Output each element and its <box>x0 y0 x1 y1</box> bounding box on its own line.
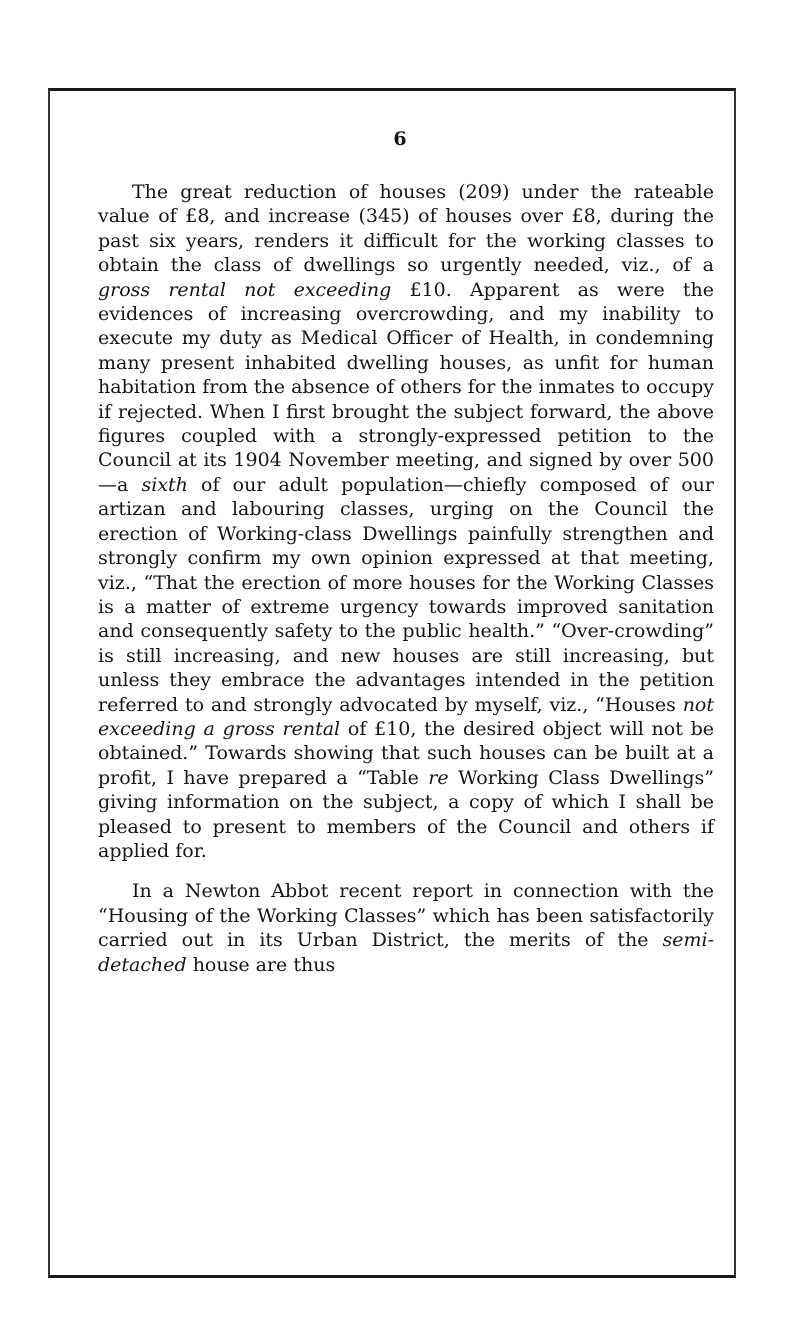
paragraph1-italic-re: re <box>428 766 449 789</box>
paragraph1-text-2: £10. Apparent as were the evidences of increasing overcrowding, and my inability to execute my duty as Medical Officer of Health, in condemning many present inhabited dwelling houses, as unfit for human habitation from the absence of others for the inmates to occupy if rejected. When I first brought the subject forward, the above figures coupled with a strongly-expressed petition to the Council at its 1904 November meeting, and signed by over 500—a <box>98 278 714 496</box>
paragraph-newton-abbot <box>98 879 714 977</box>
paragraph1-italic-sixth: sixth <box>141 473 188 496</box>
paragraph2-text-1: In a Newton Abbot recent report in connection with the “Housing of the Working Classes” which has been satisfactorily carried out in its Urban District, the merits of the <box>98 880 714 952</box>
paragraph1-italic-not-exceeding: not exceeding a gross rental <box>98 693 714 740</box>
paragraph1-text-4: of £10, the desired object will not be obtained.” Towards showing that such houses can be built at a profit, I have prepared a “Table <box>98 717 715 789</box>
paragraph1-text-3: of our adult population—chiefly composed of our artizan and labouring classes, urging on the Council the erection of Working-class Dwellings painfully strengthen and strongly confirm my own opinion expressed at that meeting, viz., “That the erection of more houses for the Working Classes is a matter of extreme urgency towards improved sanitation and consequently safety to the public health.” “Over-crowding” is still increasing, and new houses are still increasing, but unless they embrace the advantages intended in the petition referred to and strongly advocated by myself, viz., “Houses <box>98 473 714 716</box>
paragraph-housing-reduction <box>98 180 714 863</box>
paragraph1-text-1: The great reduction of houses (209) under the rateable value of £8, and increase (345) of houses over £8, during the past six years, renders it difficult for the working classes to obtain the class of dwellings so urgently needed, viz., of a <box>98 181 714 277</box>
body-text <box>98 180 714 977</box>
paragraph1-text-5: Working Class Dwellings” giving information on the subject, a copy of which I shall be pleased to present to members of the Council and others if applied for. <box>98 766 714 862</box>
paragraph2-text-2: house are thus <box>186 953 336 976</box>
paragraph1-italic-gross-rental: gross rental not exceeding <box>98 278 392 301</box>
page-number: 6 <box>393 128 407 150</box>
paragraph2-italic-semi-detached: semi-detached <box>98 929 714 976</box>
